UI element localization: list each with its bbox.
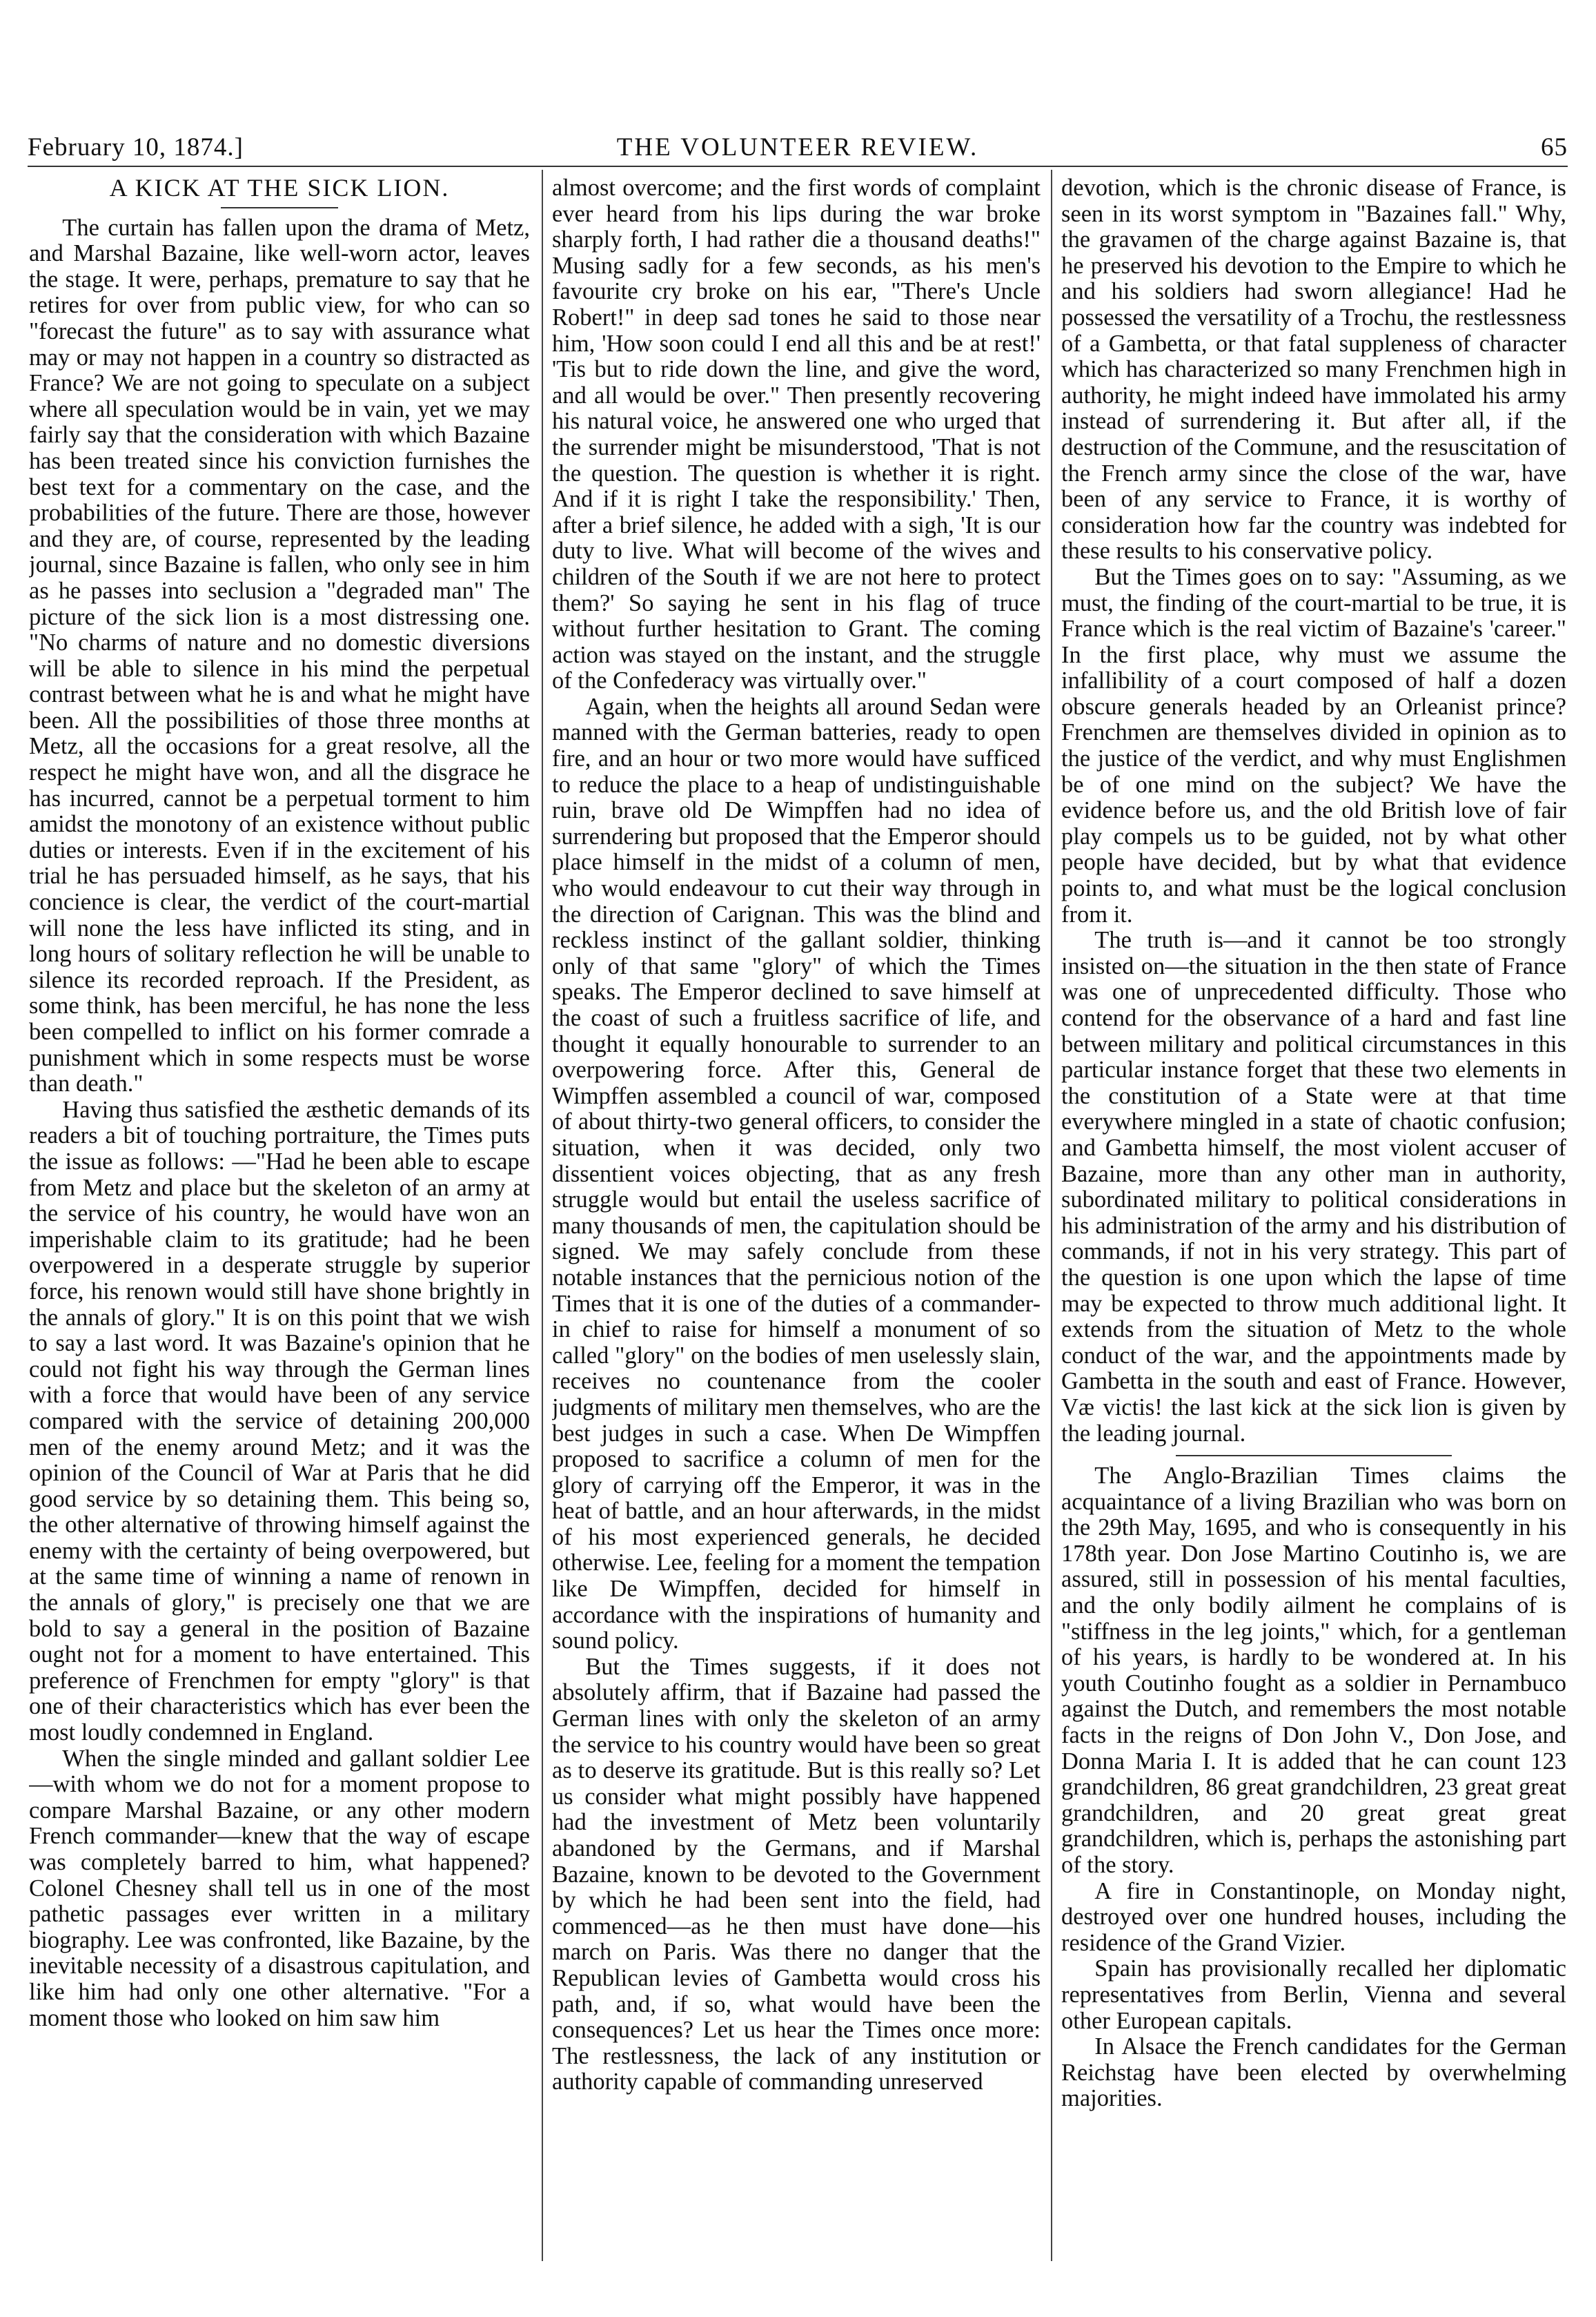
column-rule bbox=[1051, 170, 1052, 2261]
news-item: In Alsace the French candidates for the German Reichstag have been elected by overwhelming majorities. bbox=[1061, 2033, 1566, 2112]
column-rule bbox=[542, 170, 543, 2261]
news-item: Spain has provisionally recalled her diplomatic representatives from Berlin, Vienna and several other European capitals. bbox=[1061, 1955, 1566, 2034]
paragraph: Again, when the heights all around Sedan were manned with the German batteries, ready to open fire, and an hour or two more would have sufficed to reduce the place to a heap of undistinguishable ruin, brave old De Wimpffen had no idea of surrendering but proposed that the Emperor should place himself in the midst of a column of men, who would endeavour to cut their way through in the direction of Carignan. This was the blind and reckless instinct of the gallant soldier, thinking only of that same "glory" of which the Times speaks. The Emperor declined to save himself at the coast of such a fruitless sacrifice of life, and thought it equally honourable to surrender to an overpowering force. After this, General de Wimpffen assembled a council of war, composed of about thirty-two general officers, to consider the situation, when it was decided, only two dissentient voices objecting, that as any fresh struggle would but entail the useless sacrifice of many thousands of men, the capitulation should be signed. We may safely conclude from these notable instances that the pernicious notion of the Times that it is one of the duties of a commander-in chief to raise for himself a monument of so called "glory" on the bodies of men uselessly slain, receives no countenance from the cooler judgments of military men themselves, who are the best judges in such a case. When De Wimpffen proposed to sacrifice a column of men for the glory of carrying off the Emperor, it was in the heat of battle, and an hour afterwards, in the midst of his most experienced generals, he decided otherwise. Lee, feeling for a moment the tempation like De Wimpffen, decided for himself in accordance with the inspirations of humanity and sound policy. bbox=[552, 693, 1041, 1654]
column-2 bbox=[552, 175, 1041, 2260]
paragraph: The curtain has fallen upon the drama of Metz, and Marshal Bazaine, like well-worn actor, leaves the stage. It were, perhaps, premature to say that he retires for over from public view, for who can so "forecast the future" as to say with assurance what may or may not happen in a country so distracted as France? We are not going to speculate on a subject where all speculation would be in vain, yet we may fairly say that the consideration with which Bazaine has been treated since his conviction furnishes the best text for a commentary on the case, and the probabilities of the future. There are those, however and they are, of course, represented by the leading journal, since Bazaine is fallen, who only see in him as he passes into seclusion a "degraded man" The picture of the sick lion is a most distressing one. "No charms of nature and no domestic diversions will be able to silence in his mind the perpetual contrast between what he is and what he might have been. All the possibilities of those three months at Metz, all the occasions for a great resolve, all the respect he might have won, and all the disgrace he has incurred, cannot be a perpetual torment to him amidst the monotony of an existence without public duties or interests. Even if in the excitement of his trial he has persuaded himself, as he says, that his concience is clear, the verdict of the court-martial will none the less have inflicted its sting, and in long hours of solitary reflection he will be unable to silence its recorded reproach. If the President, as some think, has been merciful, he has none the less been compelled to inflict on his former comrade a punishment which in some respects must be worse than death." bbox=[29, 214, 530, 1097]
article-title: A KICK AT THE SICK LION. bbox=[109, 175, 450, 202]
news-item: A fire in Constantinople, on Monday night, destroyed over one hundred houses, including the residence of the Grand Vizier. bbox=[1061, 1877, 1566, 1956]
page-number: 65 bbox=[1541, 133, 1568, 162]
header-rule bbox=[28, 166, 1568, 167]
paragraph: The truth is—and it cannot be too strongly insisted on—the situation in the then state of France was one of unprecedented difficulty. Those who contend for the observance of a hard and fast line between military and political circumstances in this particular instance forget that these two elements in the constitution of a State were at that time everywhere mingled in a state of chaotic confusion; and Gambetta himself, the most violent accuser of Bazaine, more than any other man in authority, subordinated military to political considerations in his administration of the army and his distribution of commands, if not in his very strategy. This part of the question is one upon which the lapse of time may be expected to throw much additional light. It extends from the situation of Metz to the whole conduct of the war, and the appointments made by Gambetta in the south and east of France. However, Væ victis! the last kick at the sick lion is given by the leading journal. bbox=[1061, 927, 1566, 1447]
paragraph: devotion, which is the chronic disease of France, is seen in its worst symptom in "Bazaines fall." Why, the gravamen of the charge against Bazaine is, that he preserved his devotion to the Empire to which he and his soldiers had sworn allegiance! Had he possessed the versatility of a Trochu, the restlessness of a Gambetta, or that fatal suppleness of character which has characterized so many Frenchmen high in authority, he might indeed have immolated his army instead of surrendering it. But after all, if the destruction of the Commune, and the resuscitation of the French army since the close of the war, have been of any service to France, it is worthy of consideration how far the country was indebted for these results to his conservative policy. bbox=[1061, 175, 1566, 565]
paragraph: Having thus satisfied the æsthetic demands of its readers a bit of touching portraiture, the Times puts the issue as follows: —"Had he been able to escape from Metz and place but the skeleton of an army at the service of his country, he would have won an imperishable claim to its gratitude; had he been overpowered in a desperate struggle by superior force, his renown would still have shone brightly in the annals of glory." It is on this point that we wish to say a last word. It was Bazaine's opinion that he could not fight his way through the German lines with a force that would have been of any service compared with the service of detaining 200,000 men of the enemy around Metz; and it was the opinion of the Council of War at Paris that he did good service by so detaining them. This being so, the other alternative of throwing himself against the enemy with the certainty of being overpowered, but at the same time of winning a name of renown in the annals of glory," is precisely one that we are bold to say a general in the position of Bazaine ought not for a moment to have entertained. This preference of Frenchmen for empty "glory" is that one of their characteristics which has ever been the most loudly condemned in England. bbox=[29, 1096, 530, 1746]
paragraph: But the Times suggests, if it does not absolutely affirm, that if Bazaine had passed the German lines with only the skeleton of an army the service to his country would have been so great as to deserve its gratitude. But is this really so? Let us consider what might possibly have happened had the investment of Metz been voluntarily abandoned by the Germans, and if Marshal Bazaine, known to be devoted to the Government by which he had been sent into the field, had commenced—as he then must have done—his march on Paris. Was there no danger that the Republican levies of Gambetta would cross his path, and, if so, what would have been the consequences? Let us hear the Times once more: The restlessness, the lack of any institution or authority capable of commanding unreserved bbox=[552, 1653, 1041, 2095]
paragraph: When the single minded and gallant soldier Lee—with whom we do not for a moment propose to compare Marshal Bazaine, or any other modern French commander—knew that the way of escape was completely barred to him, what happened? Colonel Chesney shall tell us in one of the most pathetic passages ever written in a military biography. Lee was confronted, like Bazaine, by the inevitable necessity of a disastrous capitulation, and like him had only one other alternative. "For a moment those who looked on him saw him bbox=[29, 1745, 530, 2031]
article-separator bbox=[1176, 1455, 1452, 1456]
issue-date: February 10, 1874.] bbox=[28, 133, 244, 162]
column-1 bbox=[29, 175, 530, 2260]
news-item: The Anglo-Brazilian Times claims the acquaintance of a living Brazilian who was born on the 29th May, 1695, and who is consequently in his 178th year. Don Jose Martino Coutinho is, we are assured, still in possession of his mental faculties, and the only bodily ailment he complains of is "stiffness in the leg joints," which, for a gentleman of his years, is hardly to be wondered at. In his youth Coutinho fought as a soldier in Pernambuco against the Dutch, and remembers the most notable facts in the reigns of Don John V., Don Jose, and Donna Maria I. It is added that he can count 123 grandchildren, 86 great grandchildren, 23 great great grandchildren, and 20 great great great grandchildren, which is, perhaps the astonishing part of the story. bbox=[1061, 1463, 1566, 1878]
column-3 bbox=[1061, 175, 1566, 2260]
publication-title: THE VOLUNTEER REVIEW. bbox=[616, 133, 979, 162]
paragraph: almost overcome; and the first words of complaint ever heard from his lips during the war broke sharply forth, I had rather die a thousand deaths!" Musing sadly for a few seconds, as his men's favourite cry broke on his ear, "There's Uncle Robert!" in deep sad tones he said to those near him, 'How soon could I end all this and be at rest!' 'Tis but to ride down the line, and give the word, and all would be over." Then presently recovering his natural voice, he answered one who urged that the surrender might be misunderstood, 'That is not the question. The question is whether it is right. And if it is right I take the responsibility.' Then, after a brief silence, he added with a sigh, 'It is our duty to live. What will become of the wives and children of the South if we are not here to protect them?' So saying he sent in his flag of truce without further hesitation to Grant. The coming action was stayed on the instant, and the struggle of the Confederacy was virtually over." bbox=[552, 175, 1041, 694]
title-rule bbox=[221, 207, 338, 208]
paragraph: But the Times goes on to say: "Assuming, as we must, the finding of the court-martial to be true, it is France which is the real victim of Bazaine's 'career." In the first place, why must we assume the infallibility of a court composed of half a dozen obscure generals headed by an Orleanist prince? Frenchmen are themselves divided in opinion as to the justice of the verdict, and why must Englishmen be of one mind on the subject? We have the evidence before us, and the old British love of fair play compels us to be guided, not by what other people have decided, but by what that evidence points to, and what must be the logical conclusion from it. bbox=[1061, 563, 1566, 928]
